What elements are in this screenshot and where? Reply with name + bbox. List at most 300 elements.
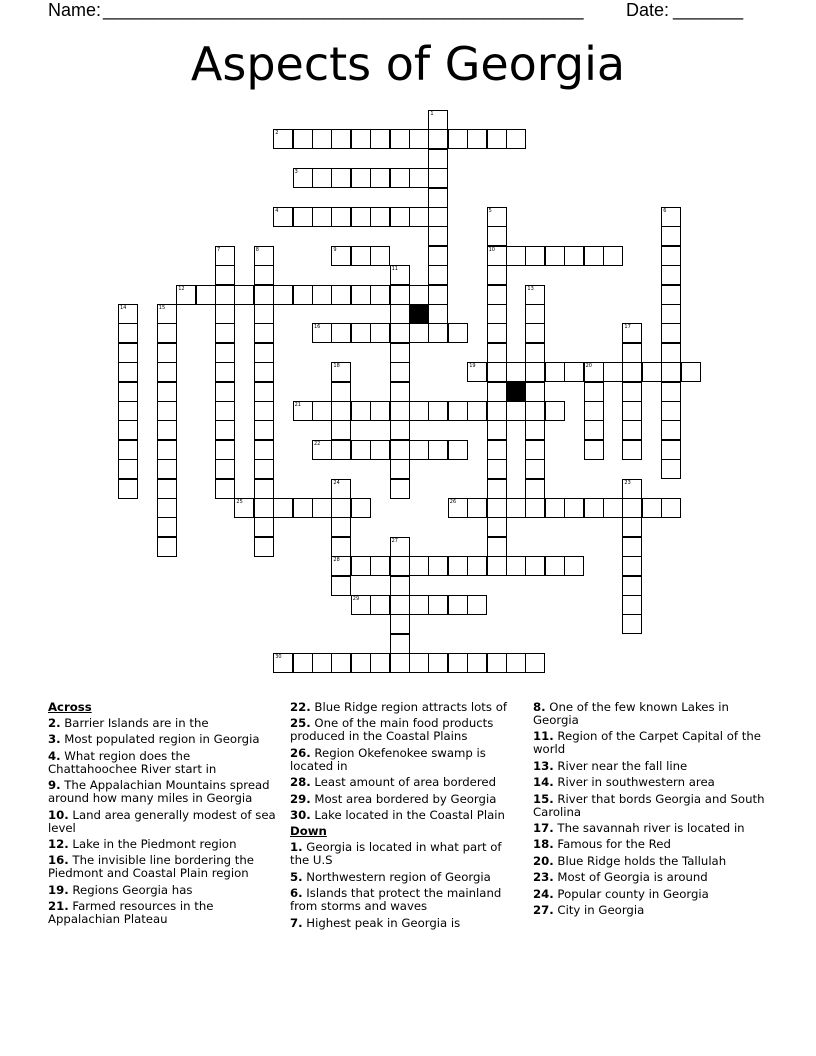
grid-cell[interactable] xyxy=(331,129,351,149)
grid-cell[interactable] xyxy=(467,401,487,421)
grid-cell[interactable] xyxy=(370,401,390,421)
grid-cell[interactable] xyxy=(428,653,448,673)
grid-cell[interactable] xyxy=(390,129,410,149)
grid-cell[interactable] xyxy=(428,323,448,343)
grid-cell[interactable] xyxy=(584,246,604,266)
cell-number: 23 xyxy=(624,479,631,486)
grid-cell[interactable] xyxy=(428,304,448,324)
grid-cell[interactable] xyxy=(370,595,390,615)
grid-cell[interactable] xyxy=(118,362,138,382)
grid-cell[interactable] xyxy=(351,498,371,518)
grid-cell[interactable] xyxy=(506,401,526,421)
grid-cell[interactable] xyxy=(273,207,293,227)
grid-cell[interactable] xyxy=(409,207,429,227)
grid-cell[interactable] xyxy=(254,323,274,343)
grid-cell[interactable] xyxy=(157,498,177,518)
grid-cell[interactable] xyxy=(331,479,351,499)
grid-cell[interactable] xyxy=(661,285,681,305)
grid-cell[interactable] xyxy=(525,556,545,576)
grid-cell[interactable] xyxy=(312,323,332,343)
grid-cell[interactable] xyxy=(525,323,545,343)
grid-cell[interactable] xyxy=(370,168,390,188)
grid-cell[interactable] xyxy=(622,401,642,421)
grid-cell[interactable] xyxy=(428,149,448,169)
grid-cell[interactable] xyxy=(467,653,487,673)
grid-cell[interactable] xyxy=(390,285,410,305)
grid-cell[interactable] xyxy=(487,401,507,421)
grid-cell[interactable] xyxy=(525,401,545,421)
grid-cell[interactable] xyxy=(487,420,507,440)
grid-cell[interactable] xyxy=(390,382,410,402)
grid-cell[interactable] xyxy=(157,459,177,479)
grid-cell[interactable] xyxy=(525,420,545,440)
grid-cell[interactable] xyxy=(157,479,177,499)
grid-cell[interactable] xyxy=(409,323,429,343)
grid-cell[interactable] xyxy=(409,653,429,673)
grid-cell[interactable] xyxy=(428,226,448,246)
grid-cell[interactable] xyxy=(622,537,642,557)
grid-cell[interactable] xyxy=(545,556,565,576)
grid-cell[interactable] xyxy=(215,265,235,285)
grid-cell[interactable] xyxy=(331,576,351,596)
grid-cell[interactable] xyxy=(564,246,584,266)
grid-cell[interactable] xyxy=(215,420,235,440)
grid-cell[interactable] xyxy=(331,246,351,266)
grid-cell[interactable] xyxy=(390,595,410,615)
grid-cell[interactable] xyxy=(293,129,313,149)
grid-cell[interactable] xyxy=(661,382,681,402)
grid-cell[interactable] xyxy=(215,382,235,402)
grid-cell[interactable] xyxy=(390,556,410,576)
grid-cell[interactable] xyxy=(506,362,526,382)
grid-cell[interactable] xyxy=(331,420,351,440)
grid-cell[interactable] xyxy=(525,382,545,402)
grid-cell[interactable] xyxy=(525,362,545,382)
grid-cell[interactable] xyxy=(390,207,410,227)
grid-cell[interactable] xyxy=(370,556,390,576)
down-clue: 15. River that bords Georgia and South Carolina xyxy=(533,791,765,819)
across-clue: 29. Most area bordered by Georgia xyxy=(290,791,497,806)
grid-cell[interactable] xyxy=(487,653,507,673)
grid-cell[interactable] xyxy=(487,537,507,557)
grid-cell[interactable] xyxy=(428,110,448,130)
grid-cell[interactable] xyxy=(254,479,274,499)
grid-cell[interactable] xyxy=(467,362,487,382)
grid-cell[interactable] xyxy=(254,537,274,557)
grid-cell[interactable] xyxy=(428,246,448,266)
grid-cell[interactable] xyxy=(254,382,274,402)
grid-cell[interactable] xyxy=(622,614,642,634)
grid-cell[interactable] xyxy=(312,207,332,227)
grid-cell[interactable] xyxy=(622,498,642,518)
grid-cell[interactable] xyxy=(409,285,429,305)
cell-number: 2 xyxy=(275,130,279,137)
grid-cell[interactable] xyxy=(254,401,274,421)
grid-cell[interactable] xyxy=(370,653,390,673)
grid-cell[interactable] xyxy=(293,207,313,227)
grid-cell[interactable] xyxy=(118,323,138,343)
grid-cell[interactable] xyxy=(118,440,138,460)
grid-cell[interactable] xyxy=(622,440,642,460)
date-field[interactable]: _______ xyxy=(673,0,744,20)
grid-cell[interactable] xyxy=(428,401,448,421)
grid-cell[interactable] xyxy=(157,401,177,421)
grid-cell[interactable] xyxy=(370,246,390,266)
grid-cell[interactable] xyxy=(390,168,410,188)
grid-cell[interactable] xyxy=(331,498,351,518)
grid-cell[interactable] xyxy=(351,129,371,149)
grid-cell[interactable] xyxy=(584,498,604,518)
grid-cell[interactable] xyxy=(467,556,487,576)
grid-cell[interactable] xyxy=(390,634,410,654)
down-clue: 6. Islands that protect the mainland from storms and waves xyxy=(290,886,502,914)
grid-cell[interactable] xyxy=(622,595,642,615)
grid-cell[interactable] xyxy=(390,343,410,363)
grid-cell[interactable] xyxy=(293,498,313,518)
across-clue: 4. What region does the Chattahoochee River start in xyxy=(48,748,217,776)
grid-cell[interactable] xyxy=(545,498,565,518)
grid-cell[interactable] xyxy=(428,188,448,208)
grid-cell[interactable] xyxy=(254,420,274,440)
grid-cell[interactable] xyxy=(157,304,177,324)
grid-cell[interactable] xyxy=(118,401,138,421)
clue-column-3 xyxy=(533,701,765,920)
grid-cell[interactable] xyxy=(525,498,545,518)
grid-cell[interactable] xyxy=(661,323,681,343)
grid-cell[interactable] xyxy=(487,226,507,246)
grid-cell[interactable] xyxy=(215,304,235,324)
grid-cell[interactable] xyxy=(448,440,468,460)
cell-number: 1 xyxy=(430,111,434,117)
grid-cell[interactable] xyxy=(351,246,371,266)
grid-cell[interactable] xyxy=(428,285,448,305)
grid-cell[interactable] xyxy=(118,343,138,363)
grid-cell[interactable] xyxy=(525,653,545,673)
down-clue: 5. Northwestern region of Georgia xyxy=(290,869,491,884)
grid-cell[interactable] xyxy=(487,285,507,305)
cell-number: 3 xyxy=(294,169,298,176)
grid-cell[interactable] xyxy=(428,168,448,188)
grid-cell[interactable] xyxy=(603,498,623,518)
down-clue: 1. Georgia is located in what part of the U.S xyxy=(290,840,502,868)
grid-cell[interactable] xyxy=(351,323,371,343)
grid-cell[interactable] xyxy=(409,556,429,576)
across-clue: 16. The invisible line bordering the Piedmont and Coastal Plain region xyxy=(48,853,254,881)
grid-cell[interactable] xyxy=(390,420,410,440)
grid-cell[interactable] xyxy=(254,343,274,363)
grid-cell[interactable] xyxy=(273,285,293,305)
grid-cell[interactable] xyxy=(390,576,410,596)
grid-cell[interactable] xyxy=(118,304,138,324)
grid-cell[interactable] xyxy=(467,498,487,518)
grid-cell[interactable] xyxy=(254,440,274,460)
grid-cell[interactable] xyxy=(312,498,332,518)
grid-cell[interactable] xyxy=(448,498,468,518)
grid-cell[interactable] xyxy=(661,343,681,363)
grid-cell[interactable] xyxy=(584,382,604,402)
grid-cell[interactable] xyxy=(215,323,235,343)
grid-cell[interactable] xyxy=(390,362,410,382)
grid-cell[interactable] xyxy=(506,556,526,576)
cell-number: 8 xyxy=(255,246,259,253)
grid-cell[interactable] xyxy=(622,323,642,343)
grid-cell[interactable] xyxy=(467,129,487,149)
grid-cell[interactable] xyxy=(370,440,390,460)
grid-cell[interactable] xyxy=(157,362,177,382)
grid-cell[interactable] xyxy=(215,343,235,363)
grid-cell[interactable] xyxy=(584,401,604,421)
grid-cell[interactable] xyxy=(254,285,274,305)
across-clue: 21. Farmed resources in the Appalachian Plateau xyxy=(48,899,214,927)
grid-cell[interactable] xyxy=(351,401,371,421)
grid-cell[interactable] xyxy=(254,498,274,518)
grid-cell[interactable] xyxy=(215,362,235,382)
grid-cell[interactable] xyxy=(215,246,235,266)
grid-cell[interactable] xyxy=(390,459,410,479)
grid-cell[interactable] xyxy=(409,401,429,421)
grid-cell[interactable] xyxy=(370,207,390,227)
grid-cell[interactable] xyxy=(331,168,351,188)
grid-cell[interactable] xyxy=(525,440,545,460)
grid-cell[interactable] xyxy=(487,498,507,518)
grid-cell[interactable] xyxy=(273,129,293,149)
grid-cell[interactable] xyxy=(661,226,681,246)
grid-cell[interactable] xyxy=(487,517,507,537)
grid-cell[interactable] xyxy=(448,129,468,149)
grid-cell[interactable] xyxy=(331,440,351,460)
grid-cell[interactable] xyxy=(312,129,332,149)
grid-cell[interactable] xyxy=(118,479,138,499)
grid-cell[interactable] xyxy=(487,440,507,460)
grid-cell[interactable] xyxy=(428,129,448,149)
grid-cell[interactable] xyxy=(409,129,429,149)
grid-cell[interactable] xyxy=(215,285,235,305)
grid-cell[interactable] xyxy=(564,362,584,382)
grid-cell[interactable] xyxy=(273,653,293,673)
grid-cell[interactable] xyxy=(351,207,371,227)
cell-number: 18 xyxy=(333,363,340,370)
grid-cell[interactable] xyxy=(448,323,468,343)
grid-cell[interactable] xyxy=(409,440,429,460)
grid-cell[interactable] xyxy=(176,285,196,305)
grid-cell[interactable] xyxy=(661,265,681,285)
grid-cell[interactable] xyxy=(487,459,507,479)
grid-cell[interactable] xyxy=(622,517,642,537)
grid-cell[interactable] xyxy=(254,459,274,479)
grid-cell[interactable] xyxy=(351,653,371,673)
grid-cell[interactable] xyxy=(331,517,351,537)
grid-cell[interactable] xyxy=(157,440,177,460)
grid-cell[interactable] xyxy=(428,265,448,285)
grid-cell[interactable] xyxy=(331,285,351,305)
grid-cell[interactable] xyxy=(254,517,274,537)
grid-cell[interactable] xyxy=(409,168,429,188)
grid-cell[interactable] xyxy=(390,440,410,460)
grid-cell[interactable] xyxy=(487,362,507,382)
grid-cell[interactable] xyxy=(351,556,371,576)
grid-cell[interactable] xyxy=(506,498,526,518)
grid-cell[interactable] xyxy=(428,207,448,227)
grid-cell[interactable] xyxy=(234,498,254,518)
grid-cell[interactable] xyxy=(118,420,138,440)
grid-cell[interactable] xyxy=(312,168,332,188)
grid-cell[interactable] xyxy=(351,595,371,615)
grid-cell[interactable] xyxy=(370,129,390,149)
grid-cell[interactable] xyxy=(234,285,254,305)
grid-cell[interactable] xyxy=(448,595,468,615)
grid-cell[interactable] xyxy=(448,401,468,421)
grid-cell[interactable] xyxy=(584,440,604,460)
grid-cell[interactable] xyxy=(448,556,468,576)
grid-cell[interactable] xyxy=(467,595,487,615)
across-heading: Across xyxy=(48,700,92,714)
grid-cell[interactable] xyxy=(448,653,468,673)
grid-cell[interactable] xyxy=(351,440,371,460)
grid-cell[interactable] xyxy=(584,420,604,440)
grid-cell[interactable] xyxy=(487,382,507,402)
grid-cell[interactable] xyxy=(312,440,332,460)
grid-cell[interactable] xyxy=(661,401,681,421)
grid-cell[interactable] xyxy=(293,653,313,673)
cell-number: 17 xyxy=(624,324,631,331)
grid-cell[interactable] xyxy=(487,323,507,343)
grid-cell[interactable] xyxy=(157,537,177,557)
grid-cell[interactable] xyxy=(487,556,507,576)
grid-cell[interactable] xyxy=(331,362,351,382)
grid-cell[interactable] xyxy=(487,129,507,149)
name-field[interactable]: ________________________________________________ xyxy=(103,0,584,20)
grid-cell[interactable] xyxy=(661,246,681,266)
grid-cell[interactable] xyxy=(390,479,410,499)
grid-cell[interactable] xyxy=(564,556,584,576)
grid-cell[interactable] xyxy=(525,304,545,324)
grid-cell[interactable] xyxy=(293,401,313,421)
across-clue: 3. Most populated region in Georgia xyxy=(48,732,260,747)
grid-cell[interactable] xyxy=(545,246,565,266)
grid-cell[interactable] xyxy=(370,323,390,343)
grid-cell[interactable] xyxy=(351,168,371,188)
grid-cell[interactable] xyxy=(254,246,274,266)
grid-cell[interactable] xyxy=(661,362,681,382)
grid-cell[interactable] xyxy=(661,459,681,479)
grid-cell[interactable] xyxy=(506,246,526,266)
grid-cell[interactable] xyxy=(312,401,332,421)
grid-cell[interactable] xyxy=(622,556,642,576)
grid-cell[interactable] xyxy=(254,304,274,324)
down-clue: 7. Highest peak in Georgia is xyxy=(290,915,461,930)
grid-cell[interactable] xyxy=(487,207,507,227)
grid-cell[interactable] xyxy=(409,595,429,615)
grid-cell[interactable] xyxy=(331,556,351,576)
grid-cell[interactable] xyxy=(118,382,138,402)
grid-cell[interactable] xyxy=(428,440,448,460)
grid-cell[interactable] xyxy=(331,401,351,421)
grid-cell[interactable] xyxy=(545,401,565,421)
grid-cell[interactable] xyxy=(331,207,351,227)
grid-cell[interactable] xyxy=(622,576,642,596)
grid-cell[interactable] xyxy=(370,285,390,305)
grid-cell[interactable] xyxy=(390,323,410,343)
grid-cell[interactable] xyxy=(661,207,681,227)
grid-cell[interactable] xyxy=(254,265,274,285)
grid-cell[interactable] xyxy=(331,382,351,402)
grid-cell[interactable] xyxy=(390,653,410,673)
grid-cell[interactable] xyxy=(331,653,351,673)
grid-cell[interactable] xyxy=(603,246,623,266)
grid-cell[interactable] xyxy=(584,362,604,382)
grid-cell[interactable] xyxy=(487,304,507,324)
grid-cell[interactable] xyxy=(215,459,235,479)
grid-cell[interactable] xyxy=(506,129,526,149)
grid-cell[interactable] xyxy=(215,440,235,460)
grid-cell[interactable] xyxy=(390,614,410,634)
grid-cell[interactable] xyxy=(661,440,681,460)
grid-cell[interactable] xyxy=(661,304,681,324)
grid-cell[interactable] xyxy=(390,537,410,557)
grid-cell[interactable] xyxy=(390,401,410,421)
grid-cell[interactable] xyxy=(428,595,448,615)
grid-cell[interactable] xyxy=(603,362,623,382)
grid-cell[interactable] xyxy=(157,323,177,343)
grid-cell[interactable] xyxy=(157,382,177,402)
grid-cell[interactable] xyxy=(487,343,507,363)
grid-cell[interactable] xyxy=(390,304,410,324)
grid-cell[interactable] xyxy=(622,343,642,363)
grid-cell[interactable] xyxy=(525,459,545,479)
grid-cell[interactable] xyxy=(215,401,235,421)
grid-cell[interactable] xyxy=(622,420,642,440)
grid-cell[interactable] xyxy=(525,246,545,266)
grid-cell[interactable] xyxy=(196,285,216,305)
grid-cell[interactable] xyxy=(506,653,526,673)
grid-cell[interactable] xyxy=(293,168,313,188)
grid-cell[interactable] xyxy=(487,265,507,285)
grid-cell[interactable] xyxy=(622,382,642,402)
grid-cell[interactable] xyxy=(312,653,332,673)
grid-cell[interactable] xyxy=(390,265,410,285)
grid-cell[interactable] xyxy=(118,459,138,479)
grid-cell[interactable] xyxy=(428,556,448,576)
cell-number: 24 xyxy=(333,479,340,486)
down-clue: 18. Famous for the Red xyxy=(533,837,671,852)
grid-cell[interactable] xyxy=(487,246,507,266)
grid-cell[interactable] xyxy=(331,537,351,557)
grid-cell[interactable] xyxy=(157,420,177,440)
grid-cell[interactable] xyxy=(545,362,565,382)
grid-cell[interactable] xyxy=(215,479,235,499)
grid-cell[interactable] xyxy=(642,498,662,518)
grid-cell[interactable] xyxy=(293,285,313,305)
grid-cell[interactable] xyxy=(331,323,351,343)
grid-cell[interactable] xyxy=(622,362,642,382)
grid-cell[interactable] xyxy=(525,285,545,305)
grid-cell[interactable] xyxy=(312,285,332,305)
grid-cell[interactable] xyxy=(681,362,701,382)
grid-cell[interactable] xyxy=(525,479,545,499)
grid-cell[interactable] xyxy=(642,362,662,382)
grid-cell[interactable] xyxy=(564,498,584,518)
grid-cell[interactable] xyxy=(157,343,177,363)
grid-cell[interactable] xyxy=(351,285,371,305)
grid-cell[interactable] xyxy=(661,420,681,440)
grid-cell[interactable] xyxy=(273,498,293,518)
grid-cell[interactable] xyxy=(254,362,274,382)
grid-cell[interactable] xyxy=(661,498,681,518)
grid-cell[interactable] xyxy=(487,479,507,499)
grid-cell[interactable] xyxy=(622,479,642,499)
grid-cell[interactable] xyxy=(525,343,545,363)
grid-cell[interactable] xyxy=(157,517,177,537)
